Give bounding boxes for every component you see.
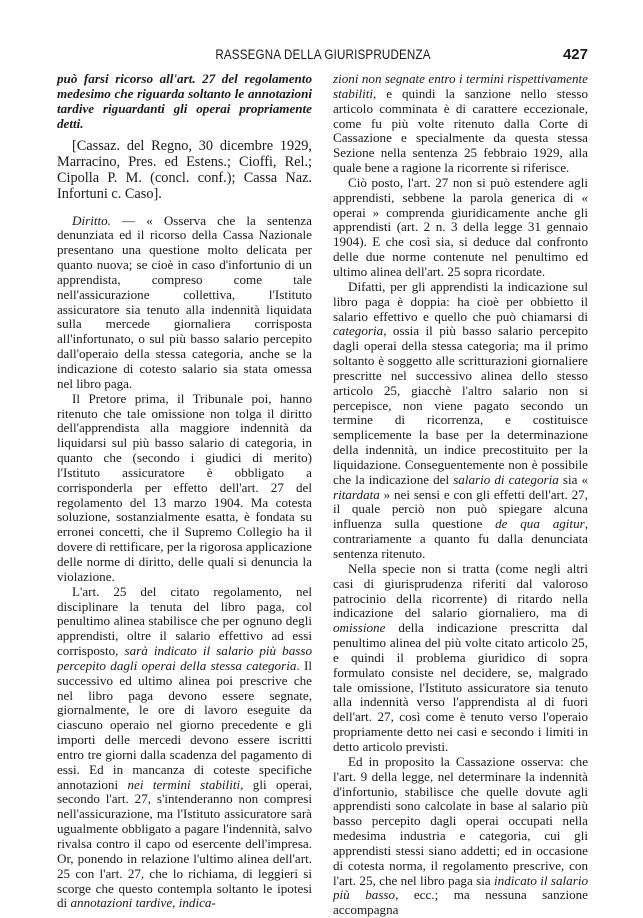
paragraph-text: Nella specie non si tratta (come negli altri casi di giurisprudenza riferiti dal valoroso patrocinio della ricorrente) di ritardo nella indicazione del salario giornaliero, ma di (333, 560, 588, 621)
page-number: 427 (562, 46, 588, 63)
italic-phrase: indicato il salario più basso (333, 872, 588, 903)
paragraph-continuation (333, 72, 588, 176)
paragraph-text: , contrariamente a quanto fu dalla denunciata sentenza ritenuto. (333, 516, 588, 561)
paragraph-text: — « Osserva che la sentenza denunziata ed il ricorso della Cassa Nazionale presentano una questione molto delicata per quanto nuova; se cioè in caso d'infortunio di un apprendista, compreso come tale nell'assicurazione collettiva, l'Istituto assicuratore sia tenuto alla indennità liquidata sulla mercede giornaliera corrisposta all'infortunato, o sul più basso salario percepito dall'operaio della stessa categoria, anche se la indicazione di cotesto salario sia stata omessa nel libro paga. (57, 212, 312, 391)
paragraph-text: » nei sensi e con gli effetti dell'art. 27, il quale perciò non può spiegare alcuna influenza sulla questione (333, 486, 588, 532)
paragraph-text: L'art. 25 del citato regolamento, nel disciplinare la tenuta del libro paga, col penultimo alinea stabilisce che per ognuno degli apprendisti, oltre il salario effettivo ad essi corrisposto, (57, 583, 312, 659)
italic-phrase: nei termini stabiliti (127, 776, 241, 792)
italic-phrase: omissione (333, 620, 386, 636)
paragraph-pretore: Il Pretore prima, il Tribunale poi, hanno ritenuto che tale omissione non tolga il diritto dell'apprendista alla maggiore indennità da liquidarsi sul più basso salario di categoria, in quanto che (secondo i giudici di merito) l'Istituto assicuratore è obbligato a corrisponderla per effetto dell'art. 27 del regolamento del 13 marzo 1904. Ma cotesta soluzione, sostanzialmente esatta, è fondata su erronei concetti, che il Supremo Collegio ha il dovere di rettificare, per la rigorosa applicazione delle norme di diritto, delle quali si denuncia la violazione. (57, 390, 312, 584)
latin-phrase: de qua agitur (495, 516, 585, 532)
massima-paragraph: può farsi ricorso all'art. 27 del regolamento medesimo che riguarda soltanto le annotazioni tardive riguardanti gli operai propriamente detti. (57, 71, 312, 131)
paragraph-difatti (333, 280, 588, 562)
paragraph-ed-in-proposito (333, 755, 588, 918)
paragraph-text: , ossia il più basso salario percepito dagli operai della stessa categoria; ma il primo soltanto è soggetto alle scritturazioni giornaliere prescritte nel successivo alinea dello stesso articolo 25, giacchè l'altro salario non si percepisce, non viene pagato secondo un termine di ricorrenza, e costituisce semplicemente la base per la determinazione della indennità, un indice precostituito per la liquidazione. Conseguentemente non è possibile che la indicazione del (333, 323, 588, 487)
paragraph-text: , e quindi la sanzione nello stesso articolo comminata è di carattere eccezionale, come fu più volte ritenuto dalla Corte di Cassazione e specialmente da questa stessa Sezione nella sentenza 25 febbraio 1929, alla quale bene a ragione la ricorrente si riferisce. (333, 85, 588, 176)
section-lead-diritto: Diritto. (72, 212, 111, 228)
paragraph-text: Ed in proposito la Cassazione osserva: che l'art. 9 della legge, nel determinare la indennità d'infortunio, stabilisce che quelle dovute agli apprendisti sono calcolate in base al salario più basso percepito dagli operai occupati nella medesima industria e categoria, cui gli apprendisti stessi siano addetti; ed in occasione di cotesta norma, il regolamento prescrive, con l'art. 25, che nel libro paga sia (333, 753, 588, 888)
paragraph-text: . Il successivo ed ultimo alinea poi prescrive che nel libro paga devono essere segnate, giornalmente, le ore di lavoro eseguite da ciascuno operaio nel giorno precedente e gli importi delle mercedi devono essere iscritti entro tre giorni dalla scadenza del pagamento di essi. Ed in mancanza di coteste specifiche annotazioni (57, 657, 312, 792)
paragraph-diritto (57, 214, 312, 392)
running-header (58, 47, 588, 65)
italic-phrase: categoria (333, 323, 384, 339)
left-column (57, 72, 312, 911)
paragraph-text: , gli operai, secondo l'art. 27, s'intenderanno non compresi nell'assicurazione, ma l'Istituto assicuratore sarà ugualmente obbligato a pagare l'indennità, salvo rivalsa contro il capo od esercente dell'impresa. Or, ponendo in relazione l'ultimo alinea dell'art. 25 con l'art. 27, che lo richiama, di leggieri si scorge che questo contempla soltanto le ipotesi di (57, 776, 313, 911)
paragraph-text: Difatti, per gli apprendisti la indicazione sul libro paga è doppia: ha cioè per obbietto il salario effettivo e quello che può chiamarsi di (333, 278, 588, 324)
running-title: RASSEGNA DELLA GIURISPRUDENZA (215, 47, 431, 62)
italic-phrase: annotazioni tardive, indica- (70, 895, 216, 911)
paragraph-text: della indicazione prescritta dal penultimo alinea del più volte citato articolo 25, e quindi il problema giuridico di sopra formulato consiste nel decidere, se, malgrado tale omissione, l'Istituto assicuratore sia tenuto alla indennità verso l'apprendista al di fuori dell'art. 27, così come è tenuto verso l'operaio propriamente detto nei casi e secondo i limiti in detto articolo previsti. (333, 620, 588, 754)
paragraph-text: sia « (558, 471, 589, 487)
paragraph-art25 (57, 585, 312, 912)
case-citation: [Cassaz. del Regno, 30 dicembre 1929, Marracino, Pres. ed Estens.; Cioffi, Rel.; Cipolla P. M. (concl. conf.); Cassa Naz. Infortuni c. Caso]. (57, 138, 312, 202)
right-column (333, 72, 588, 918)
italic-phrase: salario di categoria (453, 471, 559, 487)
paragraph-nella-specie (333, 562, 588, 755)
paragraph-cio-posto: Ciò posto, l'art. 27 non si può estendere agli apprendisti, sebbene la parola generica di « operai » comprenda giuridicamente anche gli apprendisti (art. 2 n. 3 della legge 31 gennaio 1904). E che così sia, si deduce dal confronto delle due norme contenute nel penultimo ed ultimo alinea dell'art. 25 sopra ricordate. (333, 174, 588, 279)
italic-quote: sarà indicato il salario più basso percepito dagli operai della stessa categoria (57, 643, 313, 673)
paragraph-text: , ecc.; ma nessuna sanzione accompagna (333, 887, 588, 918)
italic-phrase: zioni non segnate entro i termini rispettivamente stabiliti (333, 71, 588, 101)
italic-phrase: ritardata (333, 486, 380, 502)
